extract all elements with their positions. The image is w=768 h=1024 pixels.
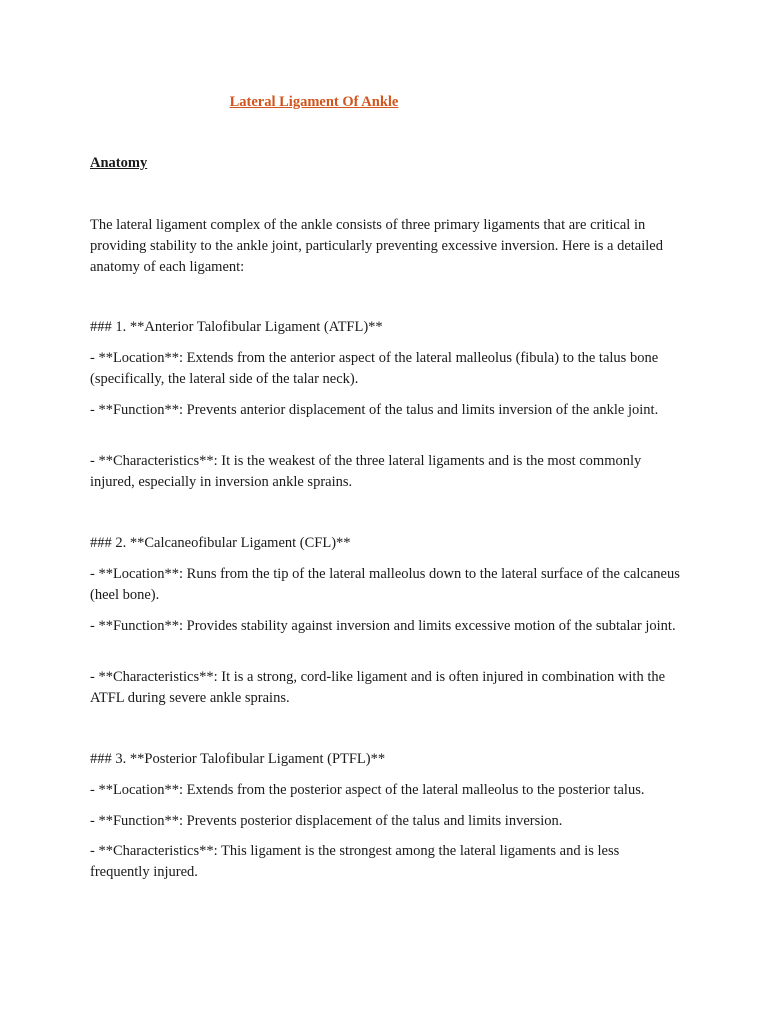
ligament-2-function: - **Function**: Provides stability against inversion and limits excessive motion of the subtalar joint.	[90, 618, 676, 634]
ligament-3-location: - **Location**: Extends from the posterior aspect of the lateral malleolus to the posterior talus.	[90, 782, 645, 798]
ligament-1-location: - **Location**: Extends from the anterior aspect of the lateral malleolus (fibula) to the talus bone (specifically, the lateral side of the talar neck).	[90, 350, 659, 387]
document-title: Lateral Ligament Of Ankle	[229, 94, 399, 110]
ligament-3-heading: ### 3. **Posterior Talofibular Ligament (PTFL)**	[90, 751, 386, 767]
ligament-3-characteristics: - **Characteristics**: This ligament is the strongest among the lateral ligaments and is less frequently injured.	[90, 843, 620, 880]
section-heading-anatomy: Anatomy	[90, 155, 148, 171]
ligament-1-characteristics: - **Characteristics**: It is the weakest of the three lateral ligaments and is the most commonly injured, especially in inversion ankle sprains.	[90, 453, 642, 490]
ligament-2-location: - **Location**: Runs from the tip of the lateral malleolus down to the lateral surface of the calcaneus (heel bone).	[90, 566, 680, 603]
ligament-1-heading: ### 1. **Anterior Talofibular Ligament (ATFL)**	[90, 319, 383, 335]
ligament-3-function: - **Function**: Prevents posterior displacement of the talus and limits inversion.	[90, 813, 563, 829]
ligament-2-heading: ### 2. **Calcaneofibular Ligament (CFL)**	[90, 535, 351, 551]
ligament-2-characteristics: - **Characteristics**: It is a strong, cord-like ligament and is often injured in combination with the ATFL during severe ankle sprains.	[90, 669, 666, 706]
intro-paragraph: The lateral ligament complex of the ankle consists of three primary ligaments that are critical in providing stability to the ankle joint, particularly preventing excessive inversion. Here is a detailed anatomy of each ligament:	[90, 217, 663, 275]
ligament-1-function: - **Function**: Prevents anterior displacement of the talus and limits inversion of the ankle joint.	[90, 402, 659, 418]
